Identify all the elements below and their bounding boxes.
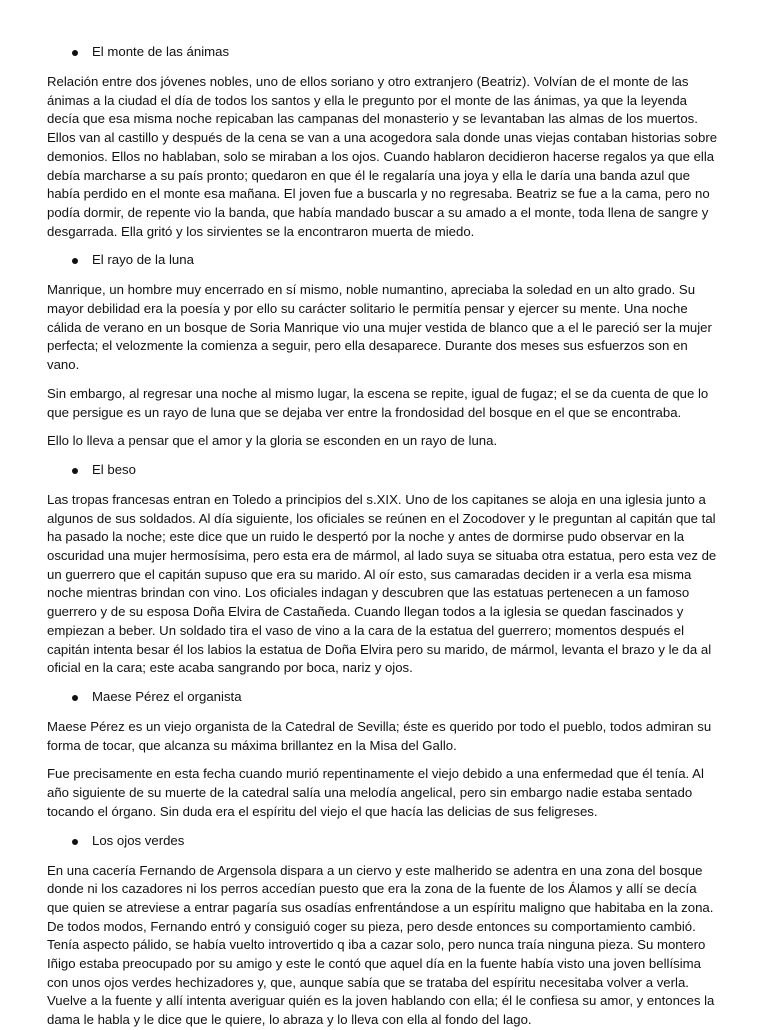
- bullet-icon: [72, 695, 78, 701]
- bullet-icon: [72, 50, 78, 56]
- paragraph: Relación entre dos jóvenes nobles, uno de ellos soriano y otro extranjero (Beatriz). Volvían de el monte de las ánimas a la ciudad el día de todos los santos y ella le pregunto por el monte de las ánimas, ya que la leyenda decía que esa misma noche repicaban las campanas del monasterio y se levantaban las almas de los muertos. Ellos van al castillo y después de la cena se van a una acogedora sala donde unas viejas contaban historias sobre demonios. Ellos no hablaban, solo se miraban a los ojos. Cuando hablaron decidieron hacerse regalos ya que ella debía marcharse a su país pronto; quedaron en que él le regalaría una joya y ella le daría una banda azul que había perdido en el monte esa mañana. El joven fue a buscarla y no regresaba. Beatriz se fue a la cama, pero no podía dormir, de repente vio la banda, que había mandado buscar a su amado a el monte, toda llena de sangre y desgarrada. Ella gritó y los sirvientes se la encontraron muerta de miedo.: [47, 74, 718, 239]
- section-el-rayo-de-la-luna: [47, 251, 720, 451]
- section-maese-perez-el-organista: [47, 688, 720, 822]
- section-title: Maese Pérez el organista: [92, 688, 242, 704]
- paragraph: Maese Pérez es un viejo organista de la Catedral de Sevilla; éste es querido por todo el pueblo, todos admiran su forma de tocar, que alcanza su máxima brillantez en la Misa del Gallo.: [47, 718, 712, 753]
- paragraph: Fue precisamente en esta fecha cuando murió repentinamente el viejo debido a una enfermedad que él tenía. Al año siguiente de su muerte de la catedral salía una melodía angelical, pero sin embargo nadie estaba sentado tocando el órgano. Sin duda era el espíritu del viejo el que hacía las delicias de sus feligreses.: [47, 766, 704, 819]
- section-heading: [47, 832, 720, 850]
- section-el-monte-de-las-animas: [47, 43, 720, 241]
- section-los-ojos-verdes: [47, 832, 720, 1030]
- section-title: El rayo de la luna: [92, 252, 194, 268]
- section-heading: [47, 688, 720, 706]
- section-title: Los ojos verdes: [92, 832, 185, 848]
- section-heading: [47, 461, 720, 479]
- paragraph: Las tropas francesas entran en Toledo a principios del s.XIX. Uno de los capitanes se aloja en una iglesia junto a algunos de sus soldados. Al día siguiente, los oficiales se reúnen en el Zocodover y le preguntan al capitán que tal ha pasado la noche; este dice que un ruido le despertó por la noche y antes de dormirse pudo observar en la oscuridad una mujer hermosísima, pero esta era de mármol, al lado suya se situaba otra estatua, pero esta vez de un guerrero que el capitán supuso que era su marido. Al oír esto, sus camaradas deciden ir a verla esa misma noche mientras brindan con vino. Los oficiales indagan y descubren que las estatuas pertenecen a un famoso guerrero y de su esposa Doña Elvira de Castañeda. Cuando llegan todos a la iglesia se quedan fascinados y empiezan a beber. Un soldado tira el vaso de vino a la cara de la estatua del guerrero; momentos después el capitán intenta besar él los labios la estatua de Doña Elvira pero su marido, de mármol, levanta el brazo y le da al oficial en la cara; este acaba sangrando por boca, nariz y ojos.: [47, 491, 717, 676]
- paragraph: Manrique, un hombre muy encerrado en sí mismo, noble numantino, apreciaba la soledad en un alto grado. Su mayor debilidad era la poesía y por ello su carácter solitario le permitía pensar y ejercer su mente. Una noche cálida de verano en un bosque de Soria Manrique vio una mujer vestida de blanco que a el le pareció ser la mujer perfecta; el velozmente la comienza a seguir, pero ella desaparece. Durante dos meses sus esfuerzos son en vano.: [47, 282, 712, 373]
- section-heading: [47, 251, 720, 269]
- paragraph: En una cacería Fernando de Argensola dispara a un ciervo y este malherido se adentra en una zona del bosque donde ni los cazadores ni los perros accedían puesto que era la zona de la fuente de los Álamos y allí se decía que quien se atreviese a entrar pagaría sus osadías enfrentándose a un espíritu maligno que habitaba en la zona. De todos modos, Fernando entró y consiguió coger su pieza, pero desde entonces su comportamiento cambió. Tenía aspecto pálido, se había vuelto introvertido q iba a cazar solo, pero nunca traía ninguna pieza. Su montero Iñigo estaba preocupado por su amigo y este le contó que aquel día en la fuente había visto una joven bellísima con unos ojos verdes hechizadores y, que, aunque sabía que se trataba del espíritu necesitaba volver a verla. Vuelve a la fuente y allí intenta averiguar quién es la joven hablando con ella; él le confiesa su amor, y entonces la dama le habla y le dice que le quiere, lo abraza y lo lleva con ella al fondo del lago.: [47, 862, 715, 1028]
- paragraph: Ello lo lleva a pensar que el amor y la gloria se esconden en un rayo de luna.: [47, 433, 498, 449]
- paragraph: Sin embargo, al regresar una noche al mismo lugar, la escena se repite, igual de fugaz; el se da cuenta de que lo que persigue es un rayo de luna que se dejaba ver entre la frondosidad del bosque en el que se encontraba.: [47, 385, 709, 420]
- section-title: El monte de las ánimas: [92, 44, 230, 59]
- section-el-beso: [47, 461, 720, 678]
- bullet-icon: [72, 258, 78, 264]
- section-heading: [47, 43, 720, 61]
- bullet-icon: [72, 839, 78, 845]
- bullet-icon: [72, 468, 78, 474]
- section-title: El beso: [92, 461, 136, 477]
